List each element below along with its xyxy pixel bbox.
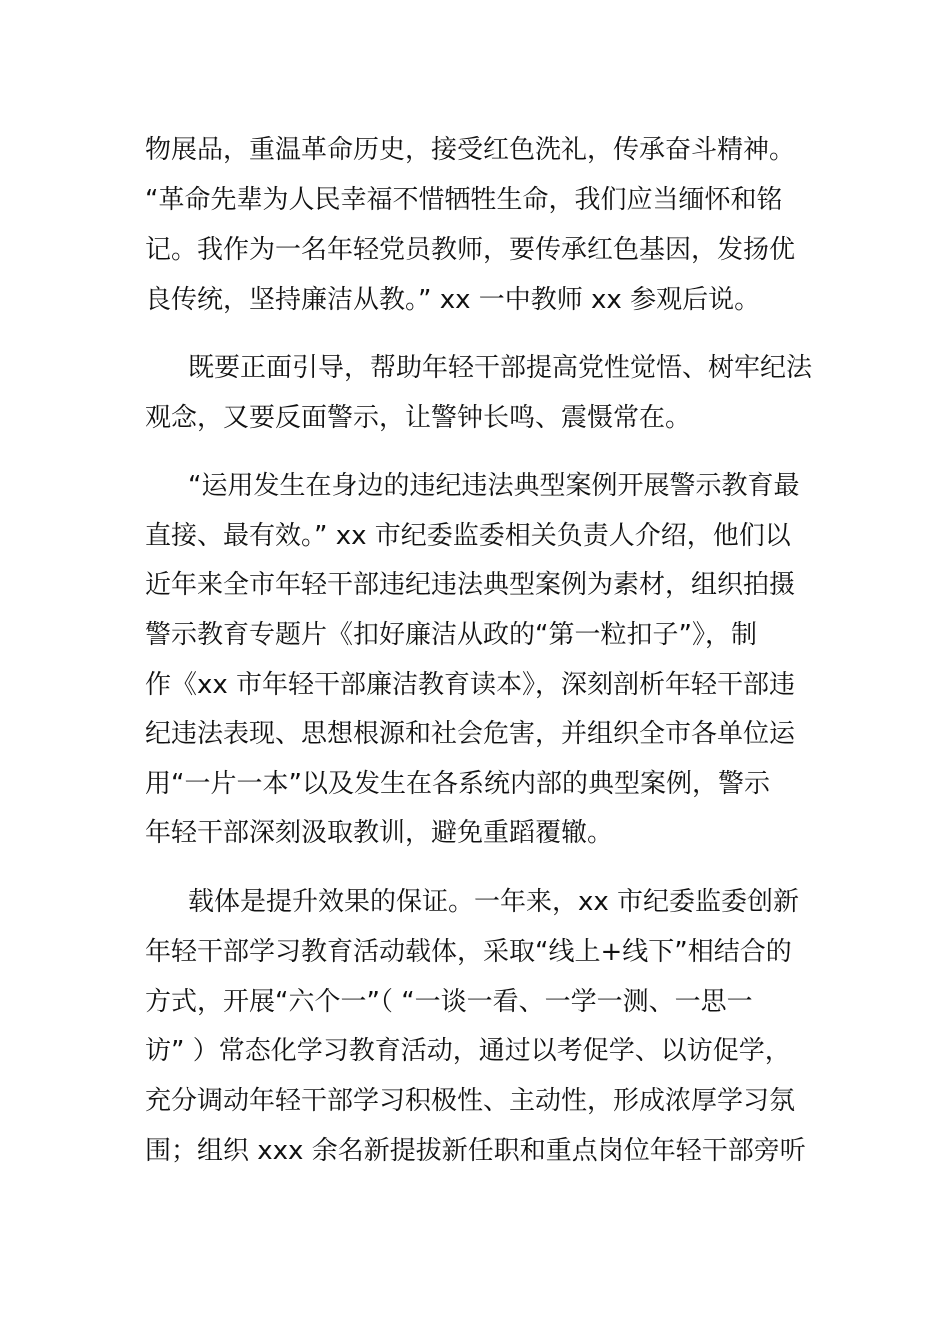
paragraph-3-line-7: 用“一片一本”以及发生在各系统内部的典型案例，警示 <box>145 769 770 799</box>
paragraph-1-line-3: 记。我作为一名年轻党员教师，要传承红色基因，发扬优 <box>145 235 796 265</box>
paragraph-3-line-4: 警示教育专题片《扣好廉洁从政的“第一粒扣子”》，制 <box>145 620 757 650</box>
paragraph-4-line-6: 围；组织 xxx 余名新提拔新任职和重点岗位年轻干部旁听 <box>145 1136 806 1166</box>
paragraph-3-line-1: “运用发生在身边的违纪违法典型案例开展警示教育最 <box>188 471 800 501</box>
paragraph-4-line-4: 访” ）常态化学习教育活动，通过以考促学、以访促学， <box>145 1036 791 1066</box>
paragraph-2-line-2: 观念，又要反面警示，让警钟长鸣、震慑常在。 <box>145 403 692 433</box>
paragraph-4-line-1: 载体是提升效果的保证。一年来，xx 市纪委监委创新 <box>188 887 800 917</box>
paragraph-3-line-3: 近年来全市年轻干部违纪违法典型案例为素材，组织拍摄 <box>145 570 796 600</box>
paragraph-4-line-5: 充分调动年轻干部学习积极性、主动性，形成浓厚学习氛 <box>145 1086 796 1116</box>
paragraph-1-line-2: “革命先辈为人民幸福不惜牺牲生命，我们应当缅怀和铭 <box>145 185 783 215</box>
paragraph-3-line-8: 年轻干部深刻汲取教训，避免重蹈覆辙。 <box>145 818 614 848</box>
paragraph-3-line-6: 纪违法表现、思想根源和社会危害，并组织全市各单位运 <box>145 719 796 749</box>
paragraph-1-line-4: 良传统，坚持廉洁从教。” xx 一中教师 xx 参观后说。 <box>145 285 761 315</box>
paragraph-4-line-2: 年轻干部学习教育活动载体，采取“线上+线下”相结合的 <box>145 937 792 967</box>
paragraph-3-line-5: 作《xx 市年轻干部廉洁教育读本》，深刻剖析年轻干部违 <box>145 670 796 700</box>
paragraph-3-line-2: 直接、最有效。” xx 市纪委监委相关负责人介绍，他们以 <box>145 521 791 551</box>
paragraph-1-line-1: 物展品，重温革命历史，接受红色洗礼，传承奋斗精神。 <box>145 135 796 165</box>
paragraph-2-line-1: 既要正面引导，帮助年轻干部提高党性觉悟、树牢纪法 <box>188 353 813 383</box>
paragraph-4-line-3: 方式，开展“六个一”（ “一谈一看、一学一测、一思一 <box>145 987 753 1017</box>
